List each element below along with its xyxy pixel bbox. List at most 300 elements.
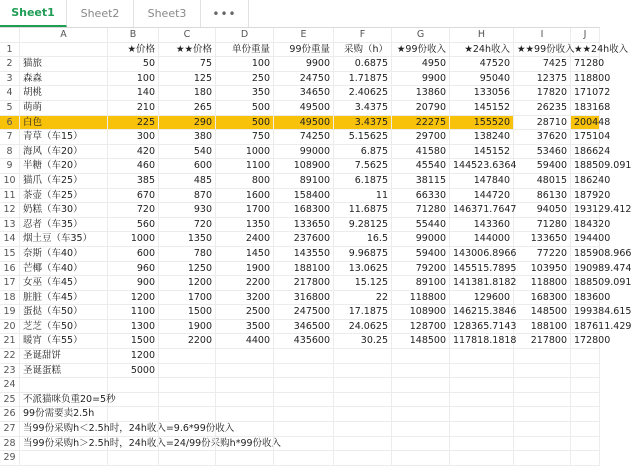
- cell-c29[interactable]: [159, 451, 216, 466]
- row-header[interactable]: 28: [0, 437, 20, 452]
- cell-g19[interactable]: 108900: [392, 305, 450, 320]
- cell-a28[interactable]: 当99份采购h＞2.5h时，24h收入=24/99份采购h*99份收入: [20, 437, 108, 452]
- cell-g13[interactable]: 55440: [392, 218, 450, 233]
- cell-f2[interactable]: 0.6875: [334, 57, 392, 72]
- cell-j8[interactable]: 186624: [571, 145, 600, 160]
- cell-j25[interactable]: [571, 393, 600, 408]
- cell-d17[interactable]: 2200: [216, 276, 274, 291]
- cell-d19[interactable]: 2500: [216, 305, 274, 320]
- cell-h24[interactable]: [450, 378, 514, 393]
- cell-i29[interactable]: [514, 451, 571, 466]
- cell-g28[interactable]: [392, 437, 450, 452]
- cell-i22[interactable]: [514, 349, 571, 364]
- cell-i1[interactable]: ★★99份收入: [514, 43, 571, 58]
- cell-g11[interactable]: 66330: [392, 189, 450, 204]
- cell-e28[interactable]: [274, 437, 334, 452]
- cell-e10[interactable]: 89100: [274, 174, 334, 189]
- cell-e18[interactable]: 316800: [274, 291, 334, 306]
- cell-f21[interactable]: 30.25: [334, 334, 392, 349]
- cell-h21[interactable]: 117818.1818: [450, 334, 514, 349]
- cell-f22[interactable]: [334, 349, 392, 364]
- cell-e22[interactable]: [274, 349, 334, 364]
- cell-e16[interactable]: 188100: [274, 262, 334, 277]
- cell-j16[interactable]: 190989.474: [571, 262, 600, 277]
- cell-a21[interactable]: 暖宵（车55）: [20, 334, 108, 349]
- cell-h14[interactable]: 144000: [450, 232, 514, 247]
- cell-e7[interactable]: 74250: [274, 130, 334, 145]
- cell-f12[interactable]: 11.6875: [334, 203, 392, 218]
- cell-c10[interactable]: 485: [159, 174, 216, 189]
- cell-h9[interactable]: 144523.6364: [450, 159, 514, 174]
- row-header[interactable]: 14: [0, 232, 20, 247]
- row-header[interactable]: 15: [0, 247, 20, 262]
- cell-h25[interactable]: [450, 393, 514, 408]
- cell-b7[interactable]: 300: [108, 130, 159, 145]
- cell-f13[interactable]: 9.28125: [334, 218, 392, 233]
- cell-h8[interactable]: 145152: [450, 145, 514, 160]
- cell-f15[interactable]: 9.96875: [334, 247, 392, 262]
- cell-g21[interactable]: 148500: [392, 334, 450, 349]
- cell-i26[interactable]: [514, 407, 571, 422]
- row-header[interactable]: 11: [0, 189, 20, 204]
- cell-f27[interactable]: [334, 422, 392, 437]
- cell-d26[interactable]: [216, 407, 274, 422]
- cell-f1[interactable]: 采购（h）: [334, 43, 392, 58]
- cell-i21[interactable]: 217800: [514, 334, 571, 349]
- cell-e26[interactable]: [274, 407, 334, 422]
- cell-i5[interactable]: 26235: [514, 101, 571, 116]
- cell-a1[interactable]: [20, 43, 108, 58]
- cell-b3[interactable]: 100: [108, 72, 159, 87]
- cell-e23[interactable]: [274, 364, 334, 379]
- cell-g12[interactable]: 71280: [392, 203, 450, 218]
- cell-h26[interactable]: [450, 407, 514, 422]
- cell-b14[interactable]: 1000: [108, 232, 159, 247]
- cell-d15[interactable]: 1450: [216, 247, 274, 262]
- cell-g27[interactable]: [392, 422, 450, 437]
- cell-i18[interactable]: 168300: [514, 291, 571, 306]
- cell-g16[interactable]: 79200: [392, 262, 450, 277]
- cell-f5[interactable]: 3.4375: [334, 101, 392, 116]
- column-header-d[interactable]: D: [216, 28, 274, 43]
- cell-f20[interactable]: 24.0625: [334, 320, 392, 335]
- cell-d20[interactable]: 3500: [216, 320, 274, 335]
- cell-f23[interactable]: [334, 364, 392, 379]
- cell-i20[interactable]: 188100: [514, 320, 571, 335]
- cell-e12[interactable]: 168300: [274, 203, 334, 218]
- cell-d24[interactable]: [216, 378, 274, 393]
- cell-g29[interactable]: [392, 451, 450, 466]
- cell-b12[interactable]: 720: [108, 203, 159, 218]
- cell-d10[interactable]: 800: [216, 174, 274, 189]
- cell-f10[interactable]: 6.1875: [334, 174, 392, 189]
- column-header-i[interactable]: I: [514, 28, 571, 43]
- cell-h18[interactable]: 129600: [450, 291, 514, 306]
- tab-sheet2[interactable]: Sheet2: [67, 0, 134, 27]
- cell-c28[interactable]: [159, 437, 216, 452]
- cell-g17[interactable]: 89100: [392, 276, 450, 291]
- cell-j24[interactable]: [571, 378, 600, 393]
- cell-e1[interactable]: 99份重量: [274, 43, 334, 58]
- cell-i12[interactable]: 94050: [514, 203, 571, 218]
- cell-h7[interactable]: 138240: [450, 130, 514, 145]
- cell-i19[interactable]: 148500: [514, 305, 571, 320]
- row-header[interactable]: 16: [0, 262, 20, 277]
- cell-a9[interactable]: 半糖（车20）: [20, 159, 108, 174]
- cell-i13[interactable]: 71280: [514, 218, 571, 233]
- cell-d21[interactable]: 4400: [216, 334, 274, 349]
- cell-a6[interactable]: 白色: [20, 116, 108, 131]
- cell-a14[interactable]: 烟土豆（车35）: [20, 232, 108, 247]
- row-header[interactable]: 8: [0, 145, 20, 160]
- cell-g3[interactable]: 9900: [392, 72, 450, 87]
- cell-b8[interactable]: 420: [108, 145, 159, 160]
- row-header[interactable]: 23: [0, 364, 20, 379]
- cell-b13[interactable]: 560: [108, 218, 159, 233]
- cell-b22[interactable]: 1200: [108, 349, 159, 364]
- cell-j18[interactable]: 183600: [571, 291, 600, 306]
- cell-b18[interactable]: 1200: [108, 291, 159, 306]
- cell-h16[interactable]: 145515.7895: [450, 262, 514, 277]
- cell-d29[interactable]: [216, 451, 274, 466]
- cell-d2[interactable]: 100: [216, 57, 274, 72]
- cell-g7[interactable]: 29700: [392, 130, 450, 145]
- cell-c8[interactable]: 540: [159, 145, 216, 160]
- cell-a13[interactable]: 忍者（车35）: [20, 218, 108, 233]
- cell-e15[interactable]: 143550: [274, 247, 334, 262]
- cell-a4[interactable]: 胡桃: [20, 86, 108, 101]
- cell-c2[interactable]: 75: [159, 57, 216, 72]
- cell-a8[interactable]: 海风（车20）: [20, 145, 108, 160]
- cell-j5[interactable]: 183168: [571, 101, 600, 116]
- cell-g9[interactable]: 45540: [392, 159, 450, 174]
- cell-e11[interactable]: 158400: [274, 189, 334, 204]
- cell-f18[interactable]: 22: [334, 291, 392, 306]
- cell-e6[interactable]: 49500: [274, 116, 334, 131]
- cell-a20[interactable]: 芝芝（车50）: [20, 320, 108, 335]
- cell-b15[interactable]: 600: [108, 247, 159, 262]
- cell-c21[interactable]: 2200: [159, 334, 216, 349]
- cell-e17[interactable]: 217800: [274, 276, 334, 291]
- cell-d13[interactable]: 1350: [216, 218, 274, 233]
- cell-c18[interactable]: 1700: [159, 291, 216, 306]
- cell-j27[interactable]: [571, 422, 600, 437]
- row-header[interactable]: 27: [0, 422, 20, 437]
- column-header-f[interactable]: F: [334, 28, 392, 43]
- cell-c7[interactable]: 380: [159, 130, 216, 145]
- cell-d4[interactable]: 350: [216, 86, 274, 101]
- cell-a16[interactable]: 芒椰（车40）: [20, 262, 108, 277]
- cell-g2[interactable]: 4950: [392, 57, 450, 72]
- cell-e8[interactable]: 99000: [274, 145, 334, 160]
- cell-h27[interactable]: [450, 422, 514, 437]
- cell-a18[interactable]: 脏脏（车45）: [20, 291, 108, 306]
- cell-h28[interactable]: [450, 437, 514, 452]
- cell-j28[interactable]: [571, 437, 600, 452]
- row-header[interactable]: 6: [0, 116, 20, 131]
- cell-e19[interactable]: 247500: [274, 305, 334, 320]
- cell-c17[interactable]: 1200: [159, 276, 216, 291]
- cell-b4[interactable]: 140: [108, 86, 159, 101]
- cell-a15[interactable]: 奈斯（车40）: [20, 247, 108, 262]
- cell-j26[interactable]: [571, 407, 600, 422]
- cell-e25[interactable]: [274, 393, 334, 408]
- cell-b21[interactable]: 1500: [108, 334, 159, 349]
- column-header-c[interactable]: C: [159, 28, 216, 43]
- cell-h11[interactable]: 144720: [450, 189, 514, 204]
- cell-b2[interactable]: 50: [108, 57, 159, 72]
- cell-j1[interactable]: ★★24h收入: [571, 43, 600, 58]
- cell-d1[interactable]: 单份重量: [216, 43, 274, 58]
- cell-d18[interactable]: 3200: [216, 291, 274, 306]
- cell-j12[interactable]: 193129.412: [571, 203, 600, 218]
- row-header[interactable]: 17: [0, 276, 20, 291]
- cell-j13[interactable]: 184320: [571, 218, 600, 233]
- cell-b9[interactable]: 460: [108, 159, 159, 174]
- row-header[interactable]: 19: [0, 305, 20, 320]
- row-header[interactable]: 10: [0, 174, 20, 189]
- cell-f17[interactable]: 15.125: [334, 276, 392, 291]
- cell-d8[interactable]: 1000: [216, 145, 274, 160]
- cell-i17[interactable]: 118800: [514, 276, 571, 291]
- cell-b28[interactable]: [108, 437, 159, 452]
- cell-i25[interactable]: [514, 393, 571, 408]
- cell-c14[interactable]: 1350: [159, 232, 216, 247]
- cell-d23[interactable]: [216, 364, 274, 379]
- cell-i4[interactable]: 17820: [514, 86, 571, 101]
- cell-j23[interactable]: [571, 364, 600, 379]
- cell-h3[interactable]: 95040: [450, 72, 514, 87]
- cell-d7[interactable]: 750: [216, 130, 274, 145]
- cell-a27[interactable]: 当99份采购h＜2.5h时，24h收入=9.6*99份收入: [20, 422, 108, 437]
- tab-sheet1[interactable]: Sheet1: [0, 0, 67, 27]
- column-header-e[interactable]: E: [274, 28, 334, 43]
- cell-f9[interactable]: 7.5625: [334, 159, 392, 174]
- cell-c26[interactable]: [159, 407, 216, 422]
- cell-j2[interactable]: 71280: [571, 57, 600, 72]
- cell-e3[interactable]: 24750: [274, 72, 334, 87]
- cell-j22[interactable]: [571, 349, 600, 364]
- cell-b10[interactable]: 385: [108, 174, 159, 189]
- cell-f4[interactable]: 2.40625: [334, 86, 392, 101]
- cell-g8[interactable]: 41580: [392, 145, 450, 160]
- cell-b23[interactable]: 5000: [108, 364, 159, 379]
- cell-b27[interactable]: [108, 422, 159, 437]
- cell-c5[interactable]: 265: [159, 101, 216, 116]
- cell-f3[interactable]: 1.71875: [334, 72, 392, 87]
- cell-c16[interactable]: 1250: [159, 262, 216, 277]
- cell-g5[interactable]: 20790: [392, 101, 450, 116]
- cell-j19[interactable]: 199384.615: [571, 305, 600, 320]
- cell-f16[interactable]: 13.0625: [334, 262, 392, 277]
- cell-d22[interactable]: [216, 349, 274, 364]
- cell-j3[interactable]: 118800: [571, 72, 600, 87]
- cell-g4[interactable]: 13860: [392, 86, 450, 101]
- cell-d14[interactable]: 2400: [216, 232, 274, 247]
- cell-j4[interactable]: 171072: [571, 86, 600, 101]
- cell-e2[interactable]: 9900: [274, 57, 334, 72]
- cell-d12[interactable]: 1700: [216, 203, 274, 218]
- cell-e20[interactable]: 346500: [274, 320, 334, 335]
- cell-c20[interactable]: 1900: [159, 320, 216, 335]
- row-header[interactable]: 18: [0, 291, 20, 306]
- row-header[interactable]: 12: [0, 203, 20, 218]
- cell-e5[interactable]: 49500: [274, 101, 334, 116]
- cell-i15[interactable]: 77220: [514, 247, 571, 262]
- row-header[interactable]: 7: [0, 130, 20, 145]
- cell-j6[interactable]: 200448: [571, 116, 600, 131]
- cell-c25[interactable]: [159, 393, 216, 408]
- cell-a2[interactable]: 猫旅: [20, 57, 108, 72]
- cell-f28[interactable]: [334, 437, 392, 452]
- cell-d28[interactable]: [216, 437, 274, 452]
- cell-a26[interactable]: 99份需要卖2.5h: [20, 407, 108, 422]
- cell-h17[interactable]: 141381.8182: [450, 276, 514, 291]
- cell-c9[interactable]: 600: [159, 159, 216, 174]
- cell-a17[interactable]: 女巫（车45）: [20, 276, 108, 291]
- cell-g18[interactable]: 118800: [392, 291, 450, 306]
- cell-e9[interactable]: 108900: [274, 159, 334, 174]
- cell-i16[interactable]: 103950: [514, 262, 571, 277]
- corner-cell[interactable]: [0, 28, 20, 43]
- cell-i27[interactable]: [514, 422, 571, 437]
- cell-c22[interactable]: [159, 349, 216, 364]
- cell-i10[interactable]: 48015: [514, 174, 571, 189]
- cell-e4[interactable]: 34650: [274, 86, 334, 101]
- cell-g25[interactable]: [392, 393, 450, 408]
- cell-c23[interactable]: [159, 364, 216, 379]
- cell-b20[interactable]: 1300: [108, 320, 159, 335]
- cell-d11[interactable]: 1600: [216, 189, 274, 204]
- cell-f24[interactable]: [334, 378, 392, 393]
- cell-a3[interactable]: 森森: [20, 72, 108, 87]
- cell-b26[interactable]: [108, 407, 159, 422]
- cell-i8[interactable]: 53460: [514, 145, 571, 160]
- cell-b11[interactable]: 670: [108, 189, 159, 204]
- cell-j10[interactable]: 186240: [571, 174, 600, 189]
- cell-h29[interactable]: [450, 451, 514, 466]
- cell-c19[interactable]: 1500: [159, 305, 216, 320]
- cell-j7[interactable]: 175104: [571, 130, 600, 145]
- cell-i9[interactable]: 59400: [514, 159, 571, 174]
- cell-d3[interactable]: 250: [216, 72, 274, 87]
- row-header[interactable]: 5: [0, 101, 20, 116]
- cell-h2[interactable]: 47520: [450, 57, 514, 72]
- cell-e21[interactable]: 435600: [274, 334, 334, 349]
- cell-c24[interactable]: [159, 378, 216, 393]
- cell-c12[interactable]: 930: [159, 203, 216, 218]
- cell-g24[interactable]: [392, 378, 450, 393]
- cell-c4[interactable]: 180: [159, 86, 216, 101]
- cell-i24[interactable]: [514, 378, 571, 393]
- cell-b24[interactable]: [108, 378, 159, 393]
- cell-h10[interactable]: 147840: [450, 174, 514, 189]
- cell-a23[interactable]: 圣诞蛋糕: [20, 364, 108, 379]
- cell-g22[interactable]: [392, 349, 450, 364]
- cell-d5[interactable]: 500: [216, 101, 274, 116]
- cell-b25[interactable]: [108, 393, 159, 408]
- cell-g23[interactable]: [392, 364, 450, 379]
- row-header[interactable]: 9: [0, 159, 20, 174]
- cell-f26[interactable]: [334, 407, 392, 422]
- cell-a29[interactable]: [20, 451, 108, 466]
- cell-g20[interactable]: 128700: [392, 320, 450, 335]
- cell-f29[interactable]: [334, 451, 392, 466]
- cell-c13[interactable]: 720: [159, 218, 216, 233]
- cell-g14[interactable]: 99000: [392, 232, 450, 247]
- cell-e14[interactable]: 237600: [274, 232, 334, 247]
- cell-c27[interactable]: [159, 422, 216, 437]
- cell-j11[interactable]: 187920: [571, 189, 600, 204]
- cell-h13[interactable]: 143360: [450, 218, 514, 233]
- cell-f25[interactable]: [334, 393, 392, 408]
- cell-j21[interactable]: 172800: [571, 334, 600, 349]
- cell-a5[interactable]: 萌萌: [20, 101, 108, 116]
- cell-e27[interactable]: [274, 422, 334, 437]
- cell-g26[interactable]: [392, 407, 450, 422]
- cell-d25[interactable]: [216, 393, 274, 408]
- cell-c6[interactable]: 290: [159, 116, 216, 131]
- cell-g10[interactable]: 38115: [392, 174, 450, 189]
- cell-a10[interactable]: 猫爪（车25）: [20, 174, 108, 189]
- column-header-g[interactable]: G: [392, 28, 450, 43]
- cell-i28[interactable]: [514, 437, 571, 452]
- cell-h5[interactable]: 145152: [450, 101, 514, 116]
- cell-j20[interactable]: 187611.429: [571, 320, 600, 335]
- cell-a24[interactable]: [20, 378, 108, 393]
- cell-f6[interactable]: 3.4375: [334, 116, 392, 131]
- cell-j15[interactable]: 185908.966: [571, 247, 600, 262]
- cell-g6[interactable]: 22275: [392, 116, 450, 131]
- row-header[interactable]: 21: [0, 334, 20, 349]
- cell-h6[interactable]: 155520: [450, 116, 514, 131]
- row-header[interactable]: 25: [0, 393, 20, 408]
- cell-f8[interactable]: 6.875: [334, 145, 392, 160]
- cell-c3[interactable]: 125: [159, 72, 216, 87]
- row-header[interactable]: 2: [0, 57, 20, 72]
- row-header[interactable]: 24: [0, 378, 20, 393]
- cell-h19[interactable]: 146215.3846: [450, 305, 514, 320]
- cell-i11[interactable]: 86130: [514, 189, 571, 204]
- cell-i14[interactable]: 133650: [514, 232, 571, 247]
- column-header-b[interactable]: B: [108, 28, 159, 43]
- cell-d6[interactable]: 500: [216, 116, 274, 131]
- cell-b17[interactable]: 900: [108, 276, 159, 291]
- cell-a25[interactable]: 不派猫咪负重20=5秒: [20, 393, 108, 408]
- cell-h22[interactable]: [450, 349, 514, 364]
- cell-g15[interactable]: 59400: [392, 247, 450, 262]
- row-header[interactable]: 29: [0, 451, 20, 466]
- cell-c11[interactable]: 870: [159, 189, 216, 204]
- cell-b1[interactable]: ★价格: [108, 43, 159, 58]
- cell-j29[interactable]: [571, 451, 600, 466]
- cell-f19[interactable]: 17.1875: [334, 305, 392, 320]
- row-header[interactable]: 26: [0, 407, 20, 422]
- cell-i2[interactable]: 7425: [514, 57, 571, 72]
- row-header[interactable]: 22: [0, 349, 20, 364]
- cell-h1[interactable]: ★24h收入: [450, 43, 514, 58]
- cell-j17[interactable]: 188509.091: [571, 276, 600, 291]
- cell-c1[interactable]: ★★价格: [159, 43, 216, 58]
- cell-a22[interactable]: 圣诞甜饼: [20, 349, 108, 364]
- row-header[interactable]: 13: [0, 218, 20, 233]
- cell-e24[interactable]: [274, 378, 334, 393]
- cell-h23[interactable]: [450, 364, 514, 379]
- cell-a19[interactable]: 蛋挞（车50）: [20, 305, 108, 320]
- cell-a12[interactable]: 奶糕（车30）: [20, 203, 108, 218]
- cell-d27[interactable]: [216, 422, 274, 437]
- row-header[interactable]: 4: [0, 86, 20, 101]
